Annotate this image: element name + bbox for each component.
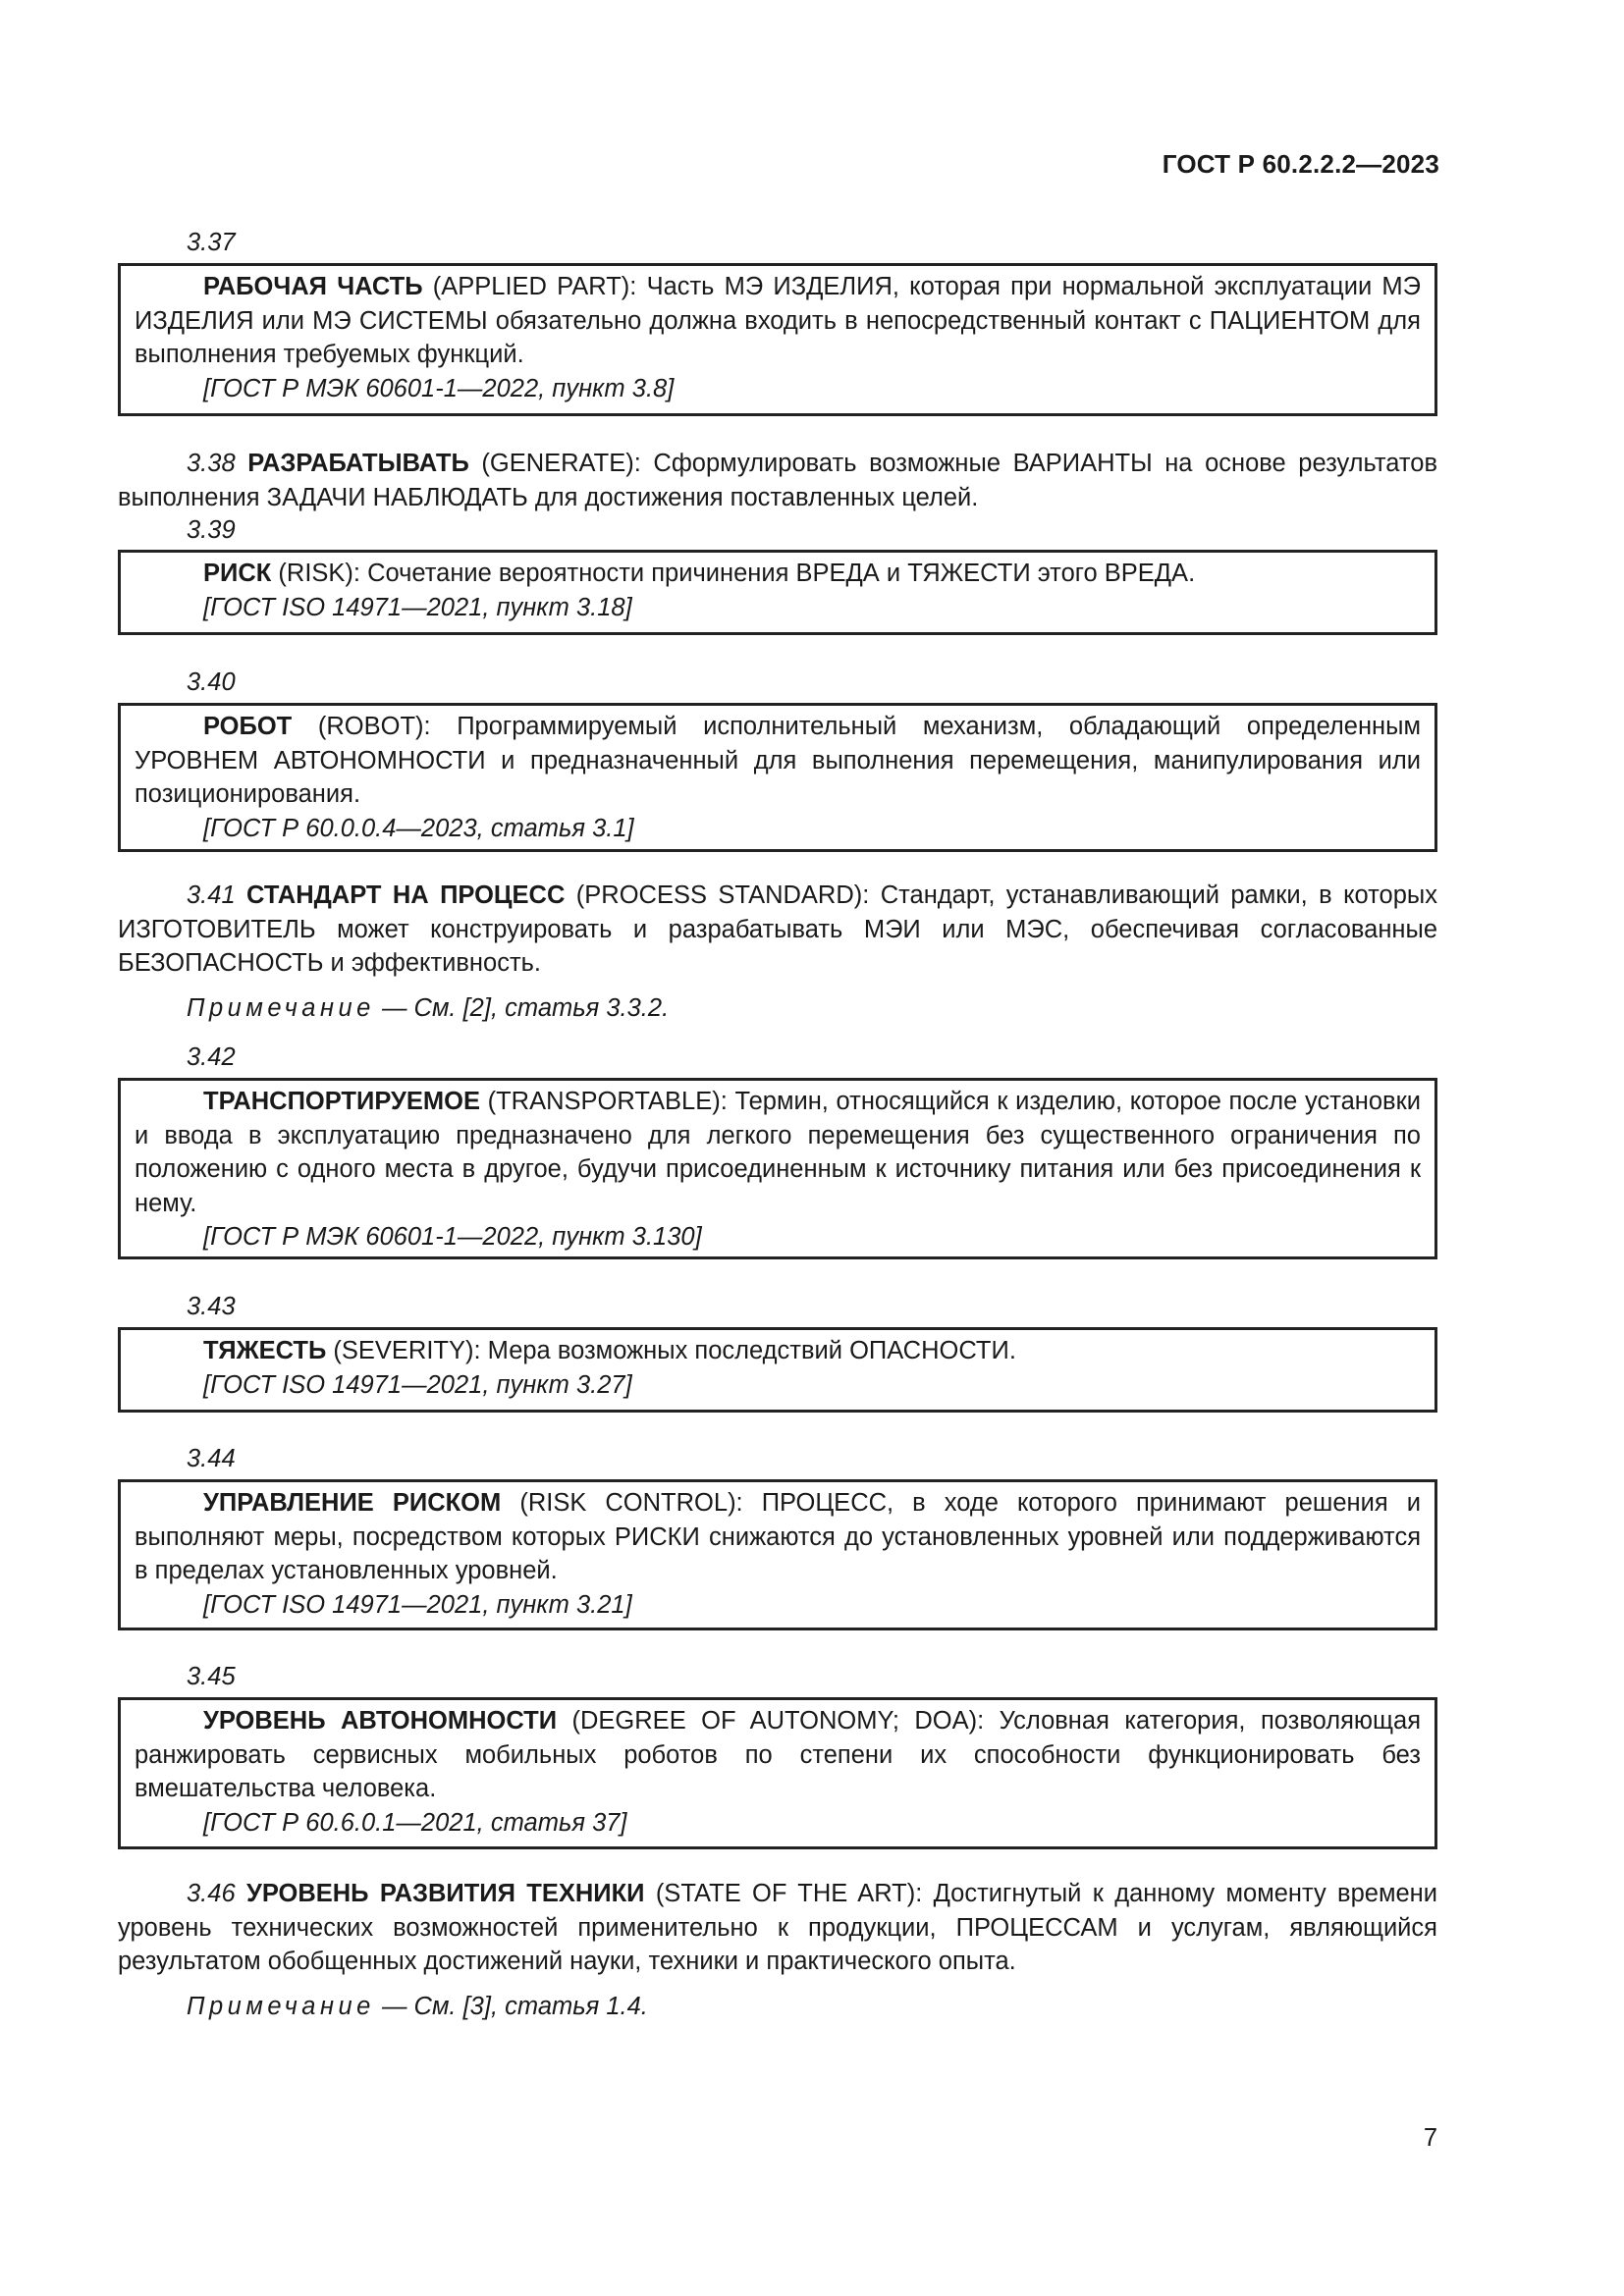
source-reference: [ГОСТ Р 60.0.0.4—2023, статья 3.1] [203, 814, 634, 842]
definition-text [118, 879, 1437, 981]
definition: (ROBOT): Программируемый исполнительный механизм, обладающий определенным УРОВНЕМ АВТОНОМНОСТИ и предназначенный для выполнения перемещения, манипулирования или позиционирования. [135, 713, 1421, 808]
definition: (STATE OF THE ART): Достигнутый к данному моменту времени уровень технических возможностей применительно к продукции, ПРОЦЕССАМ и услугам, являющийся результатом обобщенных достижений науки, техники и практического опыта. [118, 1880, 1437, 1975]
source-reference: [ГОСТ ISO 14971—2021, пункт 3.18] [203, 593, 632, 621]
source-reference: [ГОСТ Р МЭК 60601-1—2022, пункт 3.130] [203, 1223, 702, 1251]
entry-number: 3.38 [187, 450, 236, 477]
definition: (DEGREE OF AUTONOMY; DOA): Условная категория, позволяющая ранжировать сервисных мобильных роботов по степени их способности функционировать без вмешательства человека. [135, 1707, 1422, 1802]
definition-box-3-43 [118, 1327, 1437, 1413]
source-reference: [ГОСТ ISO 14971—2021, пункт 3.21] [203, 1590, 632, 1619]
page-number: 7 [1423, 2124, 1437, 2152]
definition: (RISK): Сочетание вероятности причинения ВРЕДА и ТЯЖЕСТИ этого ВРЕДА. [271, 560, 1196, 587]
definition-box-3-37 [118, 263, 1437, 416]
definition-text [135, 710, 1421, 812]
definition-text [135, 1486, 1421, 1588]
definition-text [135, 557, 1421, 591]
term: УРОВЕНЬ АВТОНОМНОСТИ [203, 1707, 558, 1735]
definition: (PROCESS STANDARD): Стандарт, устанавливающий рамки, в которых ИЗГОТОВИТЕЛЬ может конструировать и разрабатывать МЭИ или МЭС, обеспечивая согласованные БЕЗОПАСНОСТЬ и эффективность. [118, 881, 1437, 977]
note [187, 991, 669, 1026]
note-text: — См. [2], статья 3.3.2. [374, 994, 670, 1022]
definition-box-3-42 [118, 1078, 1437, 1259]
note [187, 1990, 648, 2024]
definition-box-3-44 [118, 1479, 1437, 1630]
definition-box-3-45 [118, 1697, 1437, 1849]
term: УРОВЕНЬ РАЗВИТИЯ ТЕХНИКИ [245, 1880, 645, 1907]
source-reference: [ГОСТ ISO 14971—2021, пункт 3.27] [203, 1370, 632, 1399]
definition-text [135, 1704, 1421, 1806]
term: РАЗРАБАТЫВАТЬ [247, 450, 469, 477]
term: ТЯЖЕСТЬ [203, 1337, 327, 1364]
definition-box-3-40 [118, 703, 1437, 852]
term: СТАНДАРТ НА ПРОЦЕСС [246, 881, 566, 909]
entry-number: 3.43 [187, 1293, 236, 1320]
note-text: — См. [3], статья 1.4. [374, 1993, 648, 2020]
entry-number: 3.46 [187, 1880, 236, 1907]
definition-paragraph-3-46 [118, 1877, 1437, 1979]
source-reference: [ГОСТ Р МЭК 60601-1—2022, пункт 3.8] [203, 374, 675, 402]
term: РИСК [203, 560, 272, 587]
entry-number: 3.37 [187, 229, 236, 256]
definition: (SEVERITY): Мера возможных последствий ОПАСНОСТИ. [326, 1337, 1016, 1364]
definition-text [135, 1085, 1421, 1220]
term: ТРАНСПОРТИРУЕМОЕ [203, 1088, 480, 1115]
definition-text [118, 1877, 1437, 1979]
definition-text [118, 447, 1437, 514]
term: УПРАВЛЕНИЕ РИСКОМ [203, 1489, 502, 1517]
entry-number: 3.45 [187, 1663, 236, 1690]
term: РОБОТ [203, 713, 293, 740]
document-header: ГОСТ Р 60.2.2.2—2023 [1162, 149, 1439, 179]
definition: (GENERATE): Сформулировать возможные ВАРИАНТЫ на основе результатов выполнения ЗАДАЧИ НАБЛЮДАТЬ для достижения поставленных целей. [118, 450, 1437, 511]
definition-box-3-39 [118, 550, 1437, 635]
definition: (RISK CONTROL): ПРОЦЕСС, в ходе которого принимают решения и выполняют меры, посредством которых РИСКИ снижаются до установленных уровней или поддерживаются в пределах установленных уровней. [135, 1489, 1421, 1584]
definition-text [135, 1334, 1421, 1368]
note-label: Примечание [187, 994, 375, 1022]
definition: (TRANSPORTABLE): Термин, относящийся к изделию, которое после установки и ввода в эксплуатацию предназначено для легкого перемещения без существенного ограничения по положению с одного места в другое, будучи присоединенным к источнику питания или без присоединения к нему. [135, 1088, 1421, 1217]
definition-paragraph-3-41 [118, 879, 1437, 981]
definition: (APPLIED PART): Часть МЭ ИЗДЕЛИЯ, которая при нормальной эксплуатации МЭ ИЗДЕЛИЯ или МЭ СИСТЕМЫ обязательно должна входить в непосредственный контакт с ПАЦИЕНТОМ для выполнения требуемых функций. [135, 273, 1421, 368]
entry-number: 3.40 [187, 668, 236, 696]
definition-text [135, 270, 1421, 372]
entry-number: 3.39 [187, 516, 236, 544]
entry-number: 3.44 [187, 1445, 236, 1472]
entry-number: 3.41 [187, 881, 236, 909]
source-reference: [ГОСТ Р 60.6.0.1—2021, статья 37] [203, 1808, 627, 1837]
entry-number: 3.42 [187, 1043, 236, 1071]
note-label: Примечание [187, 1993, 375, 2020]
term: РАБОЧАЯ ЧАСТЬ [203, 273, 423, 300]
definition-paragraph-3-38 [118, 447, 1437, 514]
